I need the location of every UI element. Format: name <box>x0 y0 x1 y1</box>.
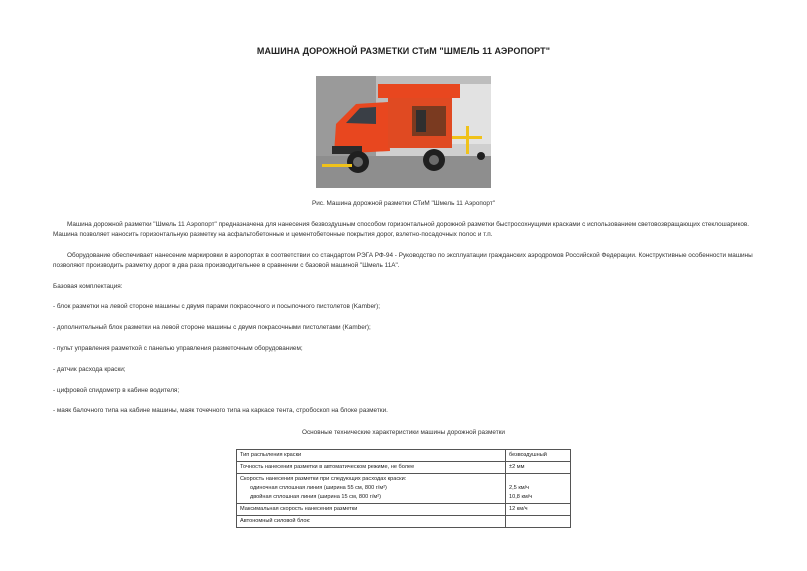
equipment-item: - блок разметки на левой стороне машины с двумя парами покрасочного и посыпочного пистолетов (Kamber); <box>53 303 381 310</box>
table-cell: Тип распыления краски <box>237 450 506 462</box>
table-cell <box>506 474 571 504</box>
table-subvalue: 10,8 км/ч <box>509 494 533 500</box>
equipment-heading: Базовая комплектация: <box>53 283 123 290</box>
equipment-item: - цифровой спидометр в кабине водителя; <box>53 387 180 394</box>
table-cell: Максимальная скорость нанесения разметки <box>237 504 506 516</box>
table-row <box>237 474 571 504</box>
equipment-item: - дополнительный блок разметки на левой стороне машины с двумя покрасочными пистолетами (Kamber); <box>53 324 371 331</box>
table-cell: ±2 мм <box>506 462 571 474</box>
image-caption: Рис. Машина дорожной разметки СТиМ "Шмель 11 Аэропорт" <box>311 200 496 207</box>
table-row <box>237 450 571 462</box>
table-cell-text: Скорость нанесения разметки при следующих расходах краски: <box>240 476 407 482</box>
paragraph-standard: Оборудование обеспечивает нанесение маркировки в аэропортах в соответствии со стандартом РЭГА РФ-94 - Руководство по эксплуатации гражданских аэродромов Российской Федерации. Конструктивные особенности машины позволяют производить разметку дорог в два раза производительнее в сравнении с базовой машиной "Шмель 11А". <box>53 252 753 269</box>
equipment-item: - маяк балочного типа на кабине машины, маяк точечного типа на каркасе тента, стробоскоп на блоке разметки. <box>53 407 388 414</box>
table-cell <box>506 516 571 528</box>
page-title: МАШИНА ДОРОЖНОЙ РАЗМЕТКИ СТиМ "ШМЕЛЬ 11 АЭРОПОРТ" <box>256 46 551 56</box>
table-title: Основные технические характеристики машины дорожной разметки <box>301 429 505 436</box>
table-cell <box>237 474 506 504</box>
equipment-item: - датчик расхода краски; <box>53 366 126 373</box>
truck-photo <box>316 76 491 188</box>
table-row <box>237 504 571 516</box>
table-cell: 12 км/ч <box>506 504 571 516</box>
table-cell: Автономный силовой блок: <box>237 516 506 528</box>
table-cell: безвоздушный <box>506 450 571 462</box>
table-cell: Точность нанесения разметки в автоматическом режиме, не более <box>237 462 506 474</box>
paragraph-purpose: Машина дорожной разметки "Шмель 11 Аэропорт" предназначена для нанесения безвоздушным способом горизонтальной дорожной разметки быстросохнущими красками с использованием световозвращающих стеклошариков. Машина позволяет наносить горизонтальную разметку на асфальтобетонные и цементобетонные покрытия дорог, взлетно-посадочных полос и т.п. <box>53 221 750 238</box>
spec-table <box>236 449 571 528</box>
equipment-item: - пульт управления разметкой с панелью управления разметочным оборудованием; <box>53 345 303 352</box>
table-row <box>237 462 571 474</box>
table-subitem: двойная сплошная линия (ширина 15 см, 800 г/м²) <box>250 494 381 500</box>
table-subitem: одиночная сплошная линия (ширина 55 см, 800 г/м²) <box>250 485 387 491</box>
table-subvalue: 2,5 км/ч <box>509 485 530 491</box>
table-row <box>237 516 571 528</box>
